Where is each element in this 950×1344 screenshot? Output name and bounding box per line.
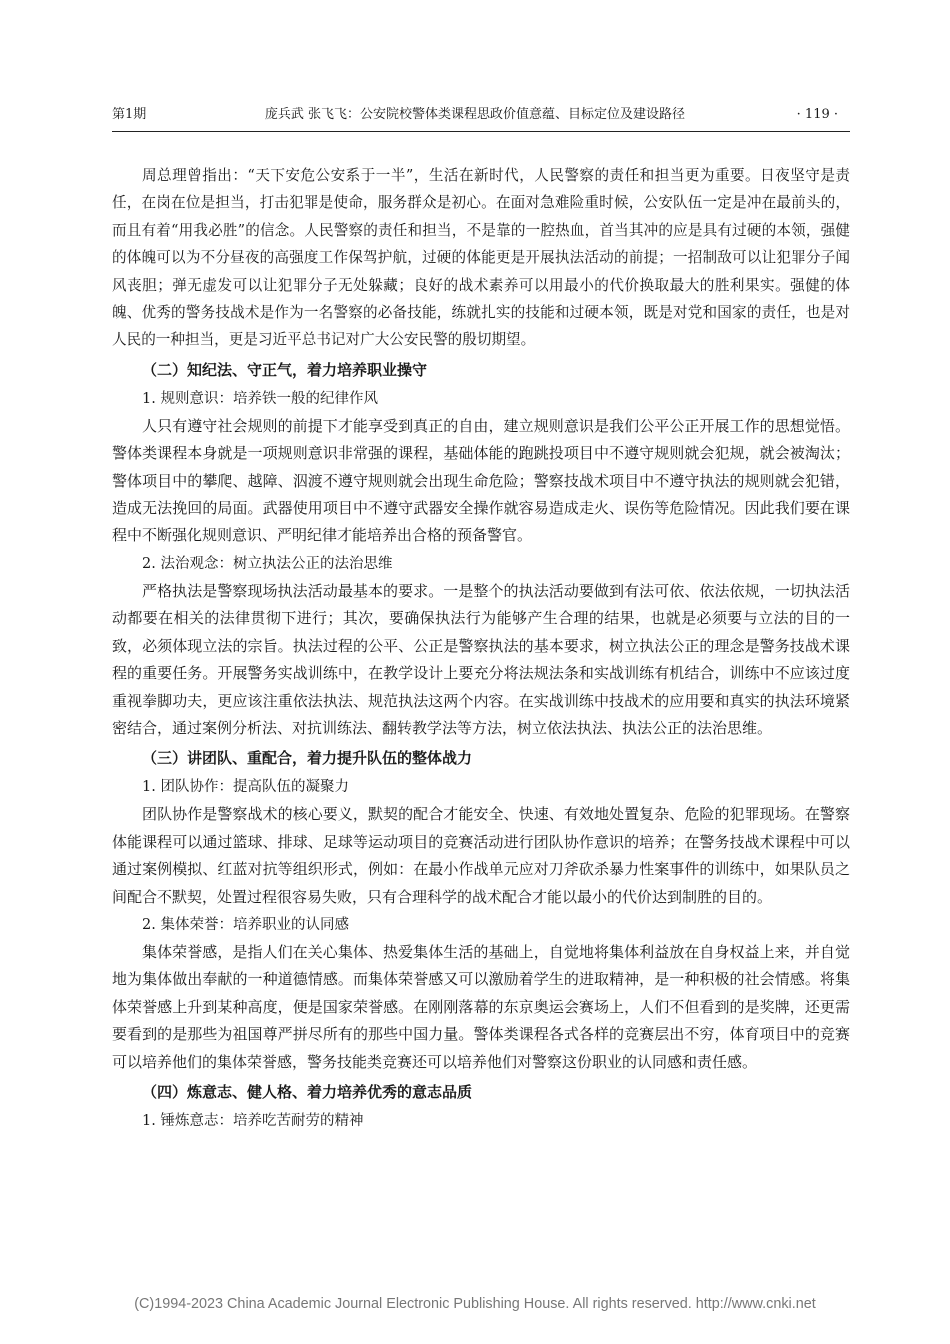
subsection-heading: 1. 锤炼意志：培养吃苦耐劳的精神 — [142, 1112, 364, 1129]
article-body — [112, 162, 850, 1135]
subsection-heading: 1. 规则意识：培养铁一般的纪律作风 — [142, 390, 378, 407]
page-number: · 119 · — [796, 107, 838, 122]
subsection-heading: 2. 法治观念：树立执法公正的法治思维 — [142, 555, 393, 572]
running-header — [112, 100, 838, 130]
issue-number: 第1期 — [112, 107, 147, 122]
paragraph: 团队协作是警察战术的核心要义，默契的配合才能安全、快速、有效地处置复杂、危险的犯罪现场。在警察体能课程可以通过篮球、排球、足球等运动项目的竞赛活动进行团队协作意识的培养；在警务技战术课程中可以通过案例模拟、红蓝对抗等组织形式，例如：在最小作战单元应对刀斧砍杀暴力性案事件的训练中，如果队员之间配合不默契，处置过程很容易失败，只有合理科学的战术配合才能以最小的代价达到制胜的目的。 — [112, 805, 850, 906]
header-rule — [112, 131, 850, 132]
subsection-heading: 1. 团队协作：提高队伍的凝聚力 — [142, 779, 349, 796]
section-heading: （二）知纪法、守正气，着力培养职业操守 — [142, 360, 428, 379]
section-heading: （三）讲团队、重配合，着力提升队伍的整体战力 — [142, 749, 473, 768]
paragraph: 周总理曾指出：“天下安危公安系于一半”，生活在新时代，人民警察的责任和担当更为重要。日夜坚守是责任，在岗在位是担当，打击犯罪是使命，服务群众是初心。在面对急难险重时候，公安队伍一定是冲在最前头的，而且有着“用我必胜”的信念。人民警察的责任和担当，不是靠的一腔热血，首当其冲的应是具有过硬的本领，强健的体魄可以为不分昼夜的高强度工作保驾护航，过硬的体能更是开展执法活动的前提；一招制敌可以让犯罪分子闻风丧胆；弹无虚发可以让犯罪分子无处躲藏；良好的战术素养可以用最小的代价换取最大的胜利果实。强健的体魄、优秀的警务技战术是作为一名警察的必备技能，练就扎实的技能和过硬本领，既是对党和国家的责任，也是对人民的一种担当，更是习近平总书记对广大公安民警的殷切期望。 — [112, 167, 850, 349]
paragraph: 集体荣誉感，是指人们在关心集体、热爱集体生活的基础上，自觉地将集体利益放在自身权益上来，并自觉地为集体做出奉献的一种道德情感。而集体荣誉感又可以激励着学生的进取精神，是一种积极的社会情感。将集体荣誉感上升到某种高度，便是国家荣誉感。在刚刚落幕的东京奥运会赛场上，人们不但看到的是奖牌，还更需要看到的是那些为祖国尊严拼尽所有的那些中国力量。警体类课程各式各样的竞赛层出不穷，体育项目中的竞赛可以培养他们的集体荣誉感，警务技能类竞赛还可以培养他们对警察这份职业的认同感和责任感。 — [112, 942, 850, 1071]
section-heading: （四）炼意志、健人格、着力培养优秀的意志品质 — [142, 1082, 473, 1101]
running-title: 庞兵武 张飞飞：公安院校警体类课程思政价值意蕴、目标定位及建设路径 — [264, 107, 686, 122]
subsection-heading: 2. 集体荣誉：培养职业的认同感 — [142, 916, 349, 933]
copyright-footer: (C)1994-2023 China Academic Journal Electronic Publishing House. All rights reserved. http://www.cnki.net — [134, 1296, 816, 1312]
paragraph: 人只有遵守社会规则的前提下才能享受到真正的自由，建立规则意识是我们公平公正开展工作的思想觉悟。警体类课程本身就是一项规则意识非常强的课程，基础体能的跑跳投项目中不遵守规则就会犯规，就会被淘汰；警体项目中的攀爬、越障、泅渡不遵守规则就会出现生命危险；警察技战术项目中不遵守执法的规则就会犯错，造成无法挽回的局面。武器使用项目中不遵守武器安全操作就容易造成走火、误伤等危险情况。因此我们要在课程中不断强化规则意识、严明纪律才能培养出合格的预备警官。 — [112, 416, 850, 545]
paragraph: 严格执法是警察现场执法活动最基本的要求。一是整个的执法活动要做到有法可依、依法依规，一切执法活动都要在相关的法律贯彻下进行；其次，要确保执法行为能够产生合理的结果，也就是必须要与立法的目的一致，必须体现立法的宗旨。执法过程的公平、公正是警察执法的基本要求，树立执法公正的理念是警务技战术课程的重要任务。开展警务实战训练中，在教学设计上要充分将法规法条和实战训练有机结合，训练中不应该过度重视拳脚功夫，更应该注重依法执法、规范执法这两个内容。在实战训练中技战术的应用要和真实的执法环境紧密结合，通过案例分析法、对抗训练法、翻转教学法等方法，树立依法执法、执法公正的法治思维。 — [112, 581, 850, 737]
